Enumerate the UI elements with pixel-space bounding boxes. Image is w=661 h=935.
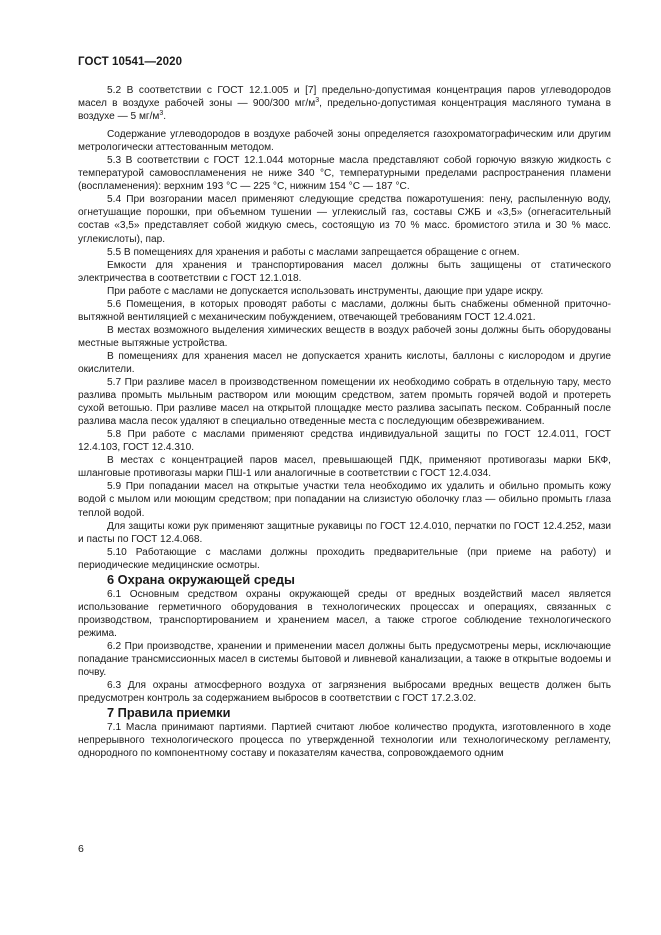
- paragraph-6-3: 6.3 Для охраны атмосферного воздуха от загрязнения выбросами вредных веществ должен быть предусмотрен контроль за содержанием выбросов в соответствии с ГОСТ 17.2.3.02.: [78, 680, 611, 705]
- paragraph: В помещениях для хранения масел не допускается хранить кислоты, баллоны с кислородом и другие окислители.: [78, 350, 611, 375]
- paragraph-7-1: 7.1 Масла принимают партиями. Партией считают любое количество продукта, изготовленного в ходе непрерывного технологического процесса по утвержденной технологии или технологическому регламенту, однородного по компонентному составу и показателям качества, сопровождаемого одним: [78, 722, 611, 760]
- text-5-2-c: .: [163, 111, 167, 123]
- paragraph-5-4: 5.4 При возгорании масел применяют следующие средства пожаротушения: пену, распыленную воду, огнетушащие порошки, при объемном тушении — углекислый газ, составы СЖБ и «3,5» (огнегасительный состав «3,5» представляет собой жидкую смесь, состоящую из 70 % масс. бромистого этила и 30 % масс. углекислоты), пар.: [78, 194, 611, 245]
- paragraph-5-8: 5.8 При работе с маслами применяют средства индивидуальной защиты по ГОСТ 12.4.011, ГОСТ 12.4.103, ГОСТ 12.4.310.: [78, 429, 611, 454]
- paragraph: При работе с маслами не допускается использовать инструменты, дающие при ударе искру.: [107, 285, 544, 297]
- paragraph-5-6: 5.6 Помещения, в которых проводят работы с маслами, должны быть снабжены обменной приточно-вытяжной вентиляцией с механическим побуждением, отвечающей требованиям ГОСТ 12.4.021.: [78, 298, 611, 323]
- paragraph: Для защиты кожи рук применяют защитные рукавицы по ГОСТ 12.4.010, перчатки по ГОСТ 12.4.252, мази и пасты по ГОСТ 12.4.068.: [78, 520, 611, 545]
- paragraph-5-7: 5.7 При разливе масел в производственном помещении их необходимо собрать в отдельную тару, место разлива промыть мыльным раствором или моющим средством, затем промыть горячей водой и протереть сухой ветошью. При разливе масел на открытой площадке место разлива засыпать песком. Собранный после разлива масла песок удаляют в специально отведенные места с последующим обезвреживанием.: [78, 377, 611, 428]
- document-body: [78, 84, 611, 760]
- standard-header: ГОСТ 10541—2020: [78, 56, 183, 68]
- paragraph-6-1: 6.1 Основным средством охраны окружающей среды от вредных воздействий масел является использование герметичного оборудования в технологических процессах и операциях, связанных с производством, транспортированием и хранением масел, а также строгое соблюдение технологического режима.: [78, 588, 611, 639]
- page-number: 6: [78, 843, 84, 855]
- paragraph: Содержание углеводородов в воздухе рабочей зоны определяется газохроматографическим или другим метрологически аттестованным методом.: [78, 129, 611, 154]
- superscript-3: 3: [159, 110, 164, 118]
- section-heading-7: 7 Правила приемки: [107, 705, 231, 721]
- paragraph-6-2: 6.2 При производстве, хранении и применении масел должны быть предусмотрены меры, исключающие попадание трансмиссионных масел в системы бытовой и ливневой канализации, а также в открытые водоемы и почву.: [78, 640, 611, 679]
- text-5-2-a: 5.2 В соответствии с ГОСТ 12.1.005 и [7] предельно-допустимая концентрация паров углеводородов масел в воздухе рабочей зоны — 900/300 мг/м: [78, 85, 611, 110]
- paragraph-5-2: [78, 84, 611, 123]
- paragraph-5-5: 5.5 В помещениях для хранения и работы с маслами запрещается обращение с огнем.: [107, 246, 520, 258]
- paragraph: В местах с концентрацией паров масел, превышающей ПДК, применяют противогазы марки БКФ, шланговые противогазы марки ПШ-1 или аналогичные в соответствии с ГОСТ 12.4.034.: [78, 455, 611, 480]
- paragraph: В местах возможного выделения химических веществ в воздух рабочей зоны должны быть оборудованы местные вытяжные устройства.: [78, 324, 611, 349]
- paragraph-5-9: 5.9 При попадании масел на открытые участки тела необходимо их удалить и обильно промыть кожу водой с мылом или моющим средством; при попадании на слизистую оболочку глаз — обильно промыть глаза теплой водой.: [78, 481, 611, 519]
- text-5-2-b: , предельно-допустимая концентрация масляного тумана в воздухе — 5 мг/м: [78, 98, 611, 123]
- section-heading-6: 6 Охрана окружающей среды: [107, 571, 295, 587]
- paragraph-5-3: 5.3 В соответствии с ГОСТ 12.1.044 моторные масла представляют собой горючую вязкую жидкость с температурой самовоспламенения не ниже 340 °С, температурными пределами распространения пламени (воспламенения): верхним 193 °С — 225 °С, нижним 154 °С — 187 °С.: [78, 155, 611, 193]
- paragraph: Емкости для хранения и транспортирования масел должны быть защищены от статического электричества в соответствии с ГОСТ 12.1.018.: [78, 259, 611, 284]
- superscript-3: 3: [315, 97, 320, 105]
- paragraph-5-10: 5.10 Работающие с маслами должны проходить предварительные (при приеме на работу) и периодические медицинские осмотры.: [78, 546, 611, 571]
